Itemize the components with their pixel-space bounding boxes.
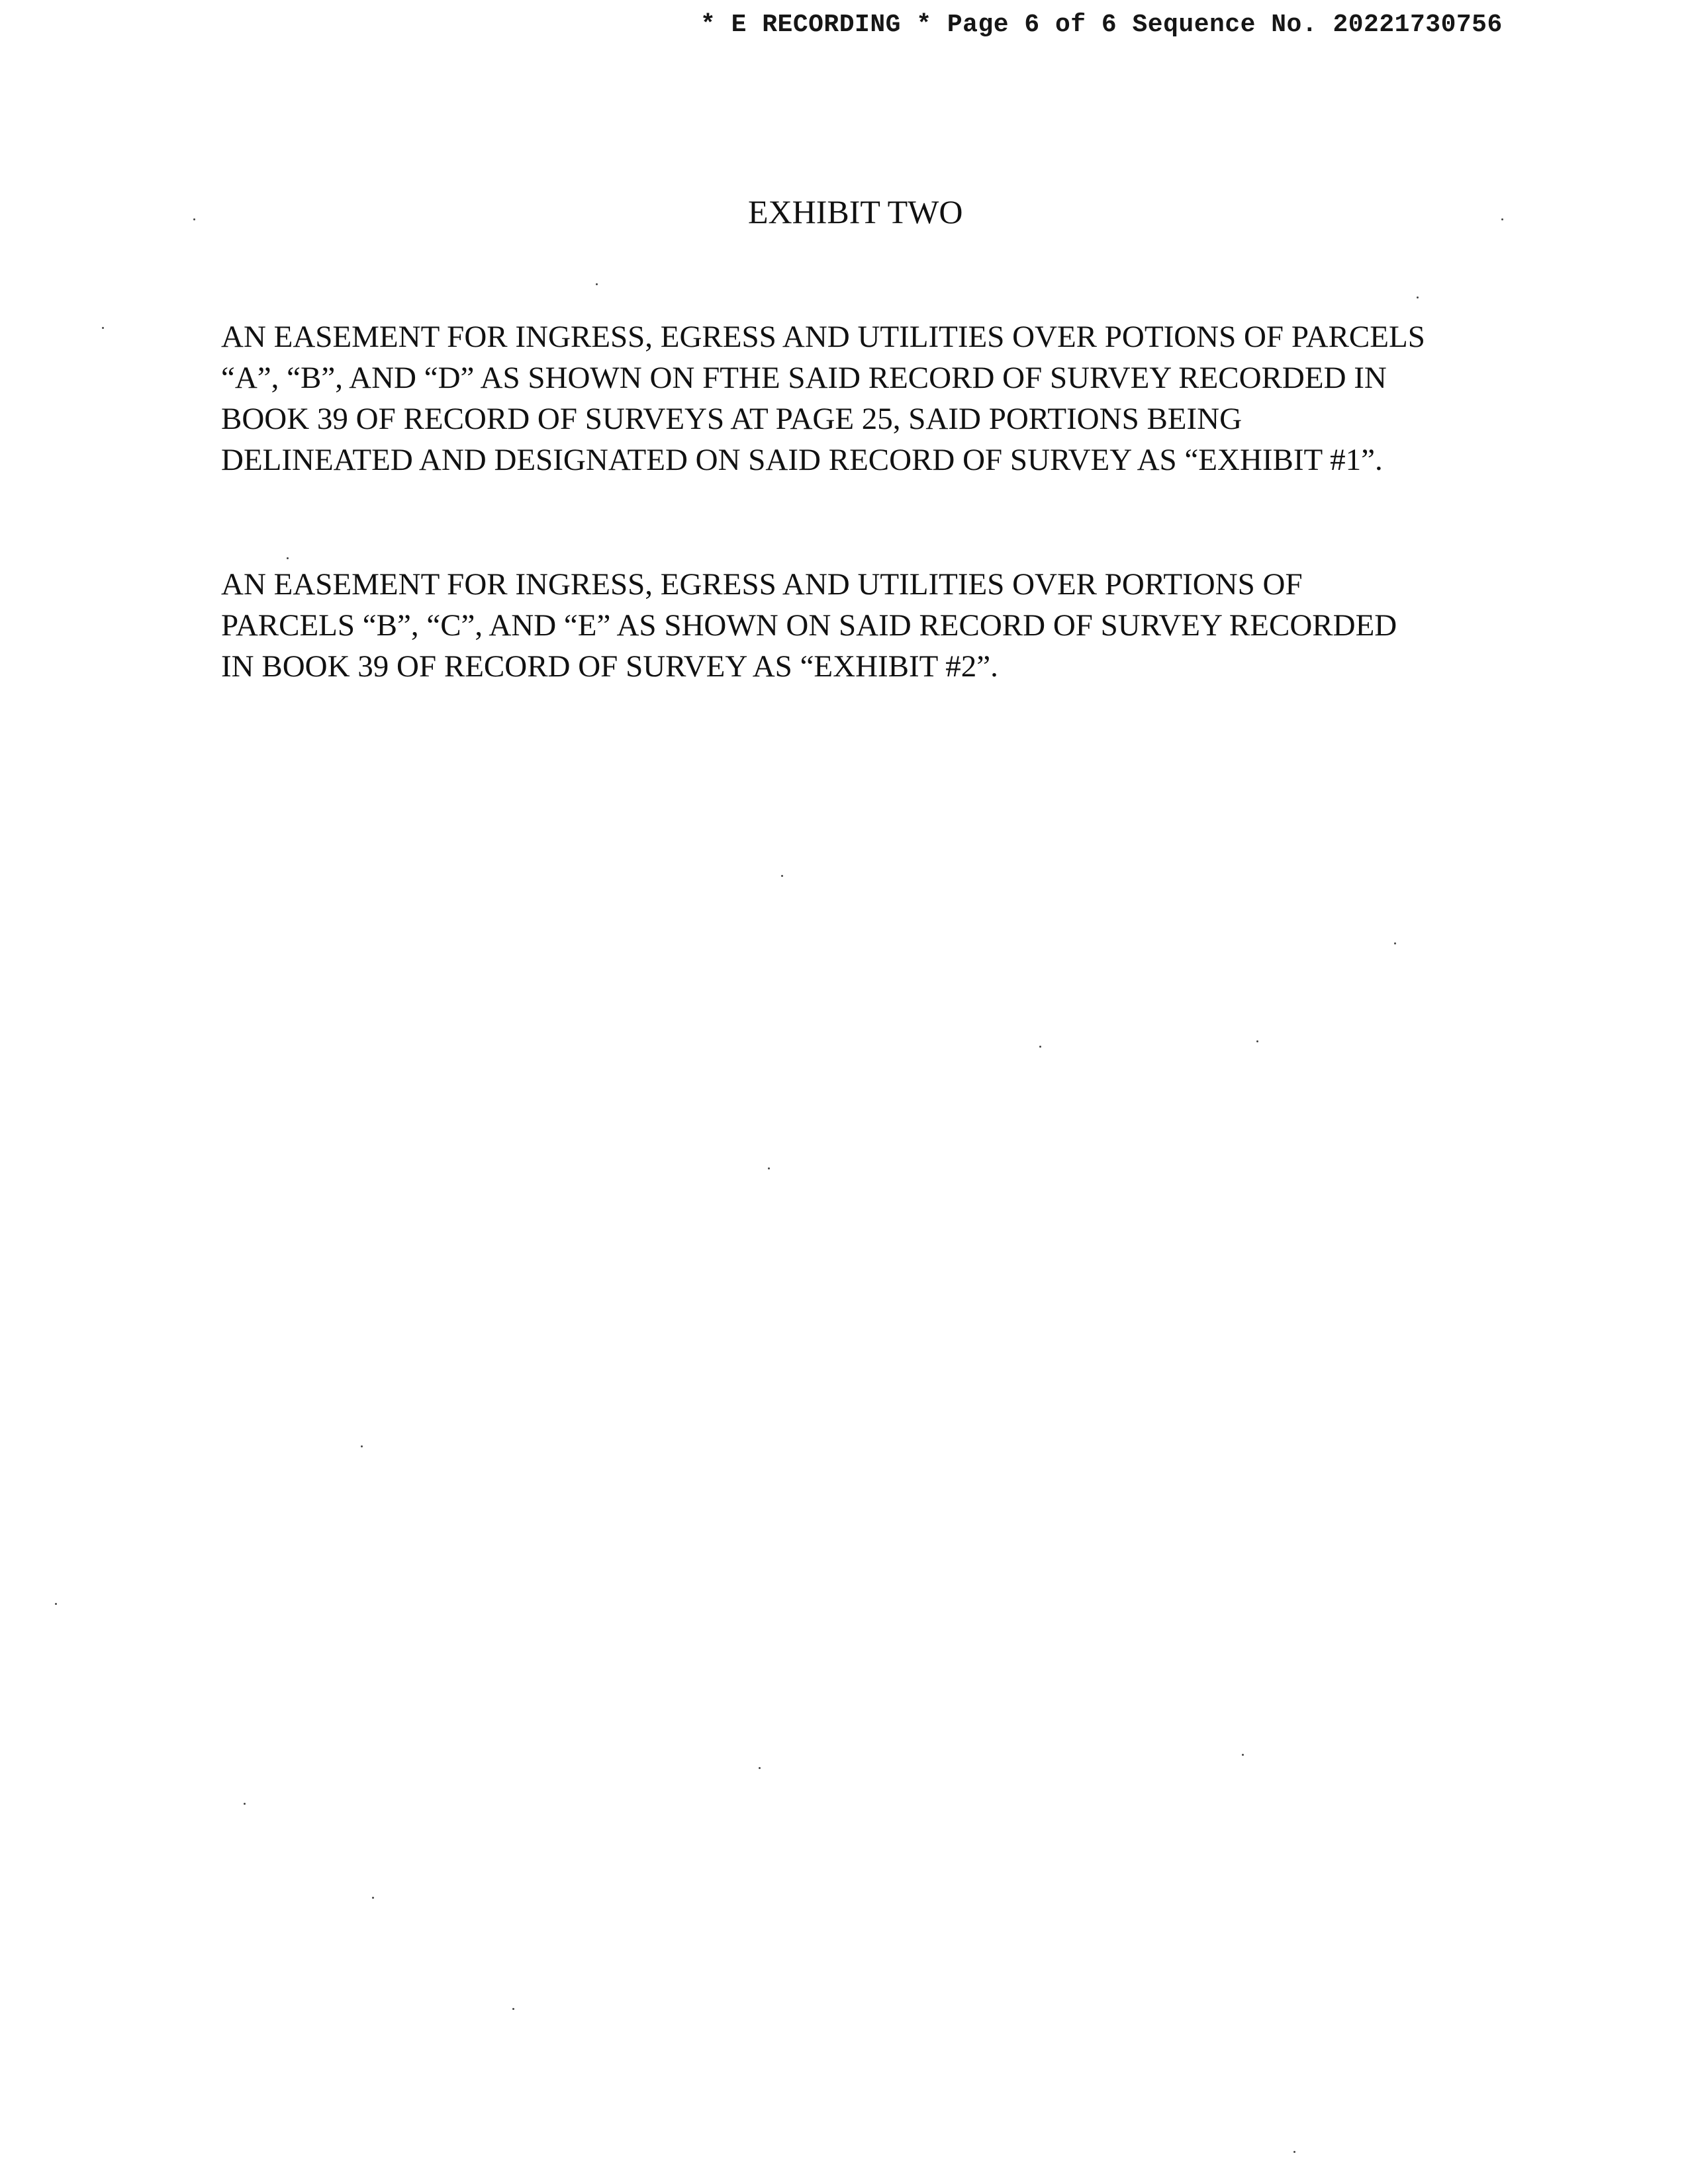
easement-paragraph-2 (221, 564, 1545, 687)
scan-speck (1394, 942, 1396, 944)
scan-speck (102, 327, 104, 329)
scan-speck (193, 218, 195, 220)
scan-speck (781, 875, 783, 877)
scan-speck (1039, 1046, 1041, 1048)
scan-speck (372, 1897, 374, 1899)
scan-speck (512, 2008, 514, 2010)
scan-speck (55, 1603, 57, 1605)
paragraph-line: IN BOOK 39 OF RECORD OF SURVEY AS “EXHIBIT #2”. (221, 649, 998, 684)
paragraph-line: “A”, “B”, AND “D” AS SHOWN ON FTHE SAID RECORD OF SURVEY RECORDED IN (221, 361, 1387, 395)
scan-speck (1293, 2151, 1295, 2153)
scan-speck (361, 1445, 363, 1447)
scan-speck (1256, 1040, 1258, 1042)
scan-speck (244, 1803, 246, 1805)
paragraph-line: PARCELS “B”, “C”, AND “E” AS SHOWN ON SAID RECORD OF SURVEY RECORDED (221, 608, 1397, 643)
easement-paragraph-1 (221, 316, 1545, 480)
recording-stamp: * E RECORDING * Page 6 of 6 Sequence No. 20221730756 (700, 11, 1503, 39)
scan-speck (1242, 1754, 1244, 1756)
paragraph-line: AN EASEMENT FOR INGRESS, EGRESS AND UTILITIES OVER PORTIONS OF (221, 567, 1303, 602)
scan-speck (596, 283, 598, 285)
paragraph-line: DELINEATED AND DESIGNATED ON SAID RECORD OF SURVEY AS “EXHIBIT #1”. (221, 443, 1383, 477)
paragraph-line: AN EASEMENT FOR INGRESS, EGRESS AND UTILITIES OVER POTIONS OF PARCELS (221, 320, 1425, 354)
scan-speck (759, 1767, 761, 1769)
scan-speck (287, 557, 289, 559)
paragraph-line: BOOK 39 OF RECORD OF SURVEYS AT PAGE 25, SAID PORTIONS BEING (221, 402, 1243, 436)
exhibit-title: EXHIBIT TWO (748, 193, 963, 230)
scan-speck (1501, 218, 1503, 220)
scan-speck (768, 1167, 770, 1169)
scan-speck (1417, 296, 1419, 298)
